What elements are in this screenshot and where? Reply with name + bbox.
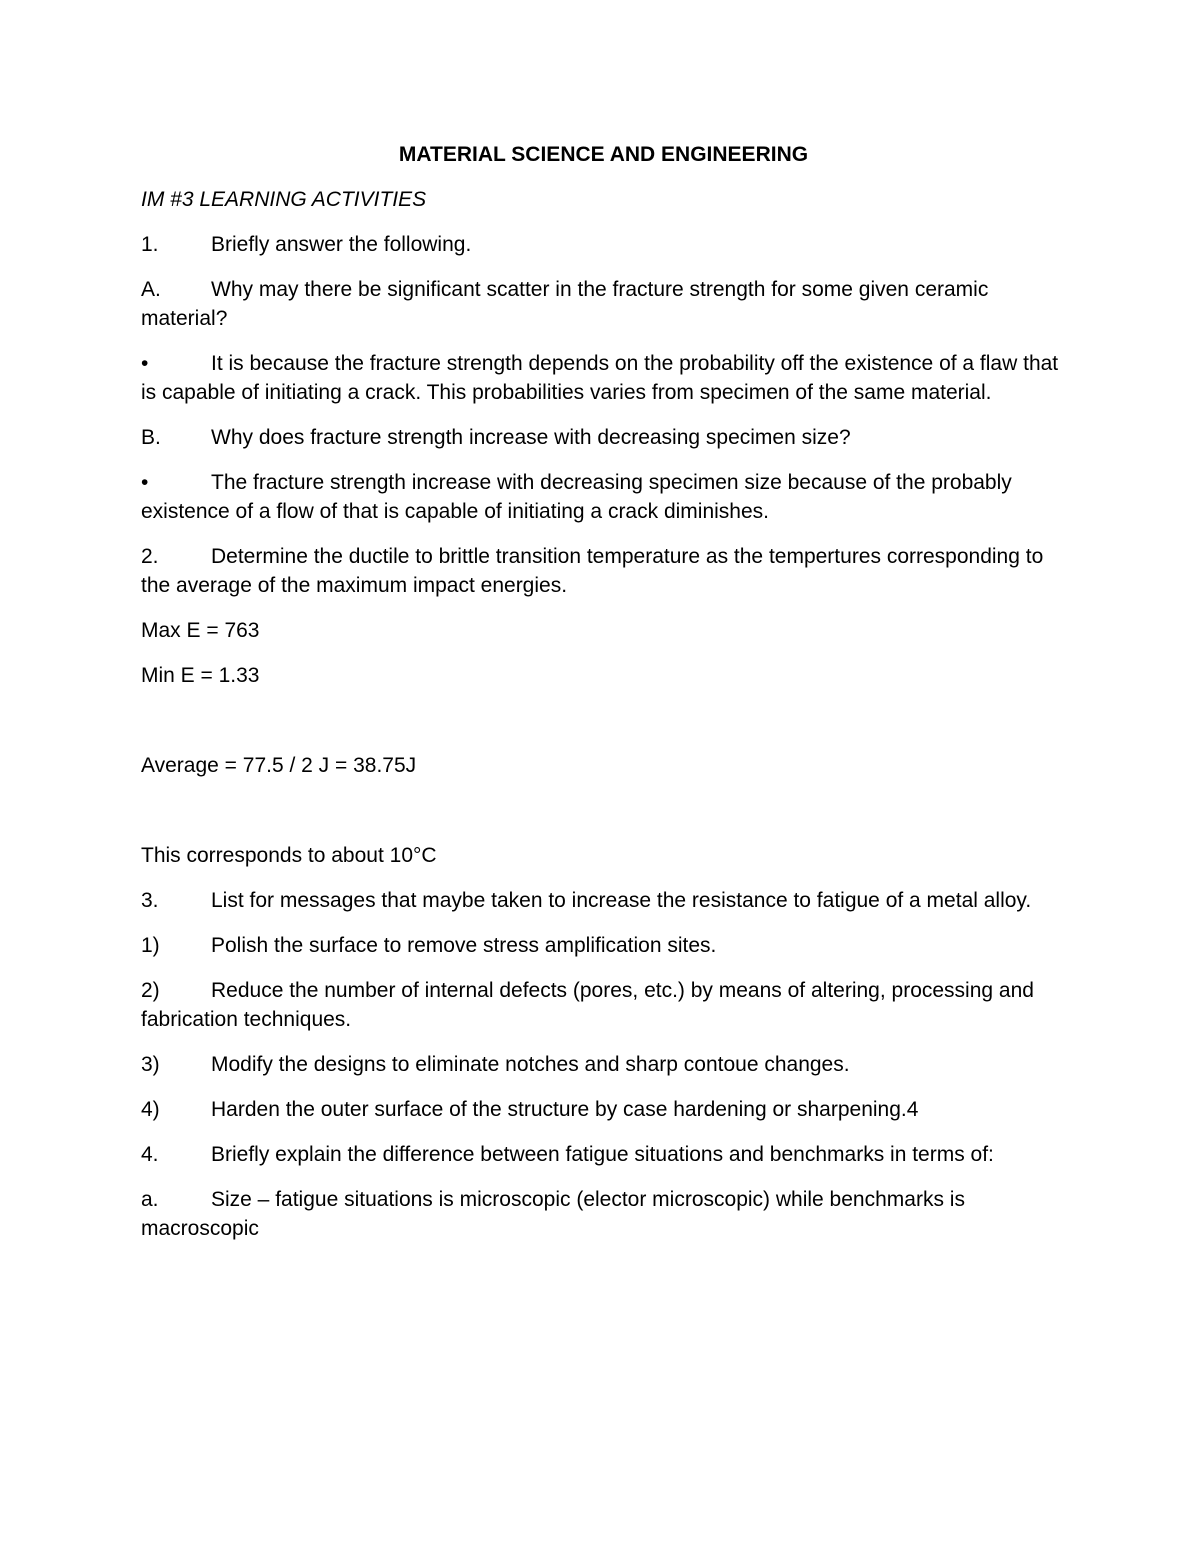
list-item <box>141 886 1066 915</box>
item-text: Briefly explain the difference between fatigue situations and benchmarks in terms of: <box>211 1143 994 1166</box>
average-line: Average = 77.5 / 2 J = 38.75J <box>141 754 417 777</box>
document-subtitle: IM #3 LEARNING ACTIVITIES <box>141 188 427 211</box>
item-marker: 1. <box>141 233 159 256</box>
item-marker: 1) <box>141 934 160 957</box>
item-marker: 2. <box>141 545 159 568</box>
bullet-marker: • <box>141 352 149 375</box>
item-marker: 4. <box>141 1143 159 1166</box>
spacer <box>141 796 1066 841</box>
item-text: Polish the surface to remove stress amplification sites. <box>211 934 717 957</box>
list-item <box>141 1140 1066 1169</box>
document-page <box>141 140 1066 1259</box>
list-item <box>141 230 1066 259</box>
list-item <box>141 976 1066 1034</box>
item-text: Briefly answer the following. <box>211 233 472 256</box>
item-text: Reduce the number of internal defects (pores, etc.) by means of altering, processing and fabrication techniques. <box>141 979 1034 1031</box>
list-item <box>141 542 1066 600</box>
item-text: Why may there be significant scatter in the fracture strength for some given ceramic material? <box>141 278 989 330</box>
list-item <box>141 1050 1066 1079</box>
item-text: Why does fracture strength increase with decreasing specimen size? <box>211 426 851 449</box>
item-text: The fracture strength increase with decreasing specimen size because of the probably existence of a flow of that is capable of initiating a crack diminishes. <box>141 471 1012 523</box>
item-text: List for messages that maybe taken to increase the resistance to fatigue of a metal alloy. <box>211 889 1032 912</box>
min-energy-line: Min E = 1.33 <box>141 664 260 687</box>
list-item <box>141 468 1066 526</box>
item-marker: 4) <box>141 1098 160 1121</box>
item-text: It is because the fracture strength depends on the probability off the existence of a flaw that is capable of initiating a crack. This probabilities varies from specimen of the same material. <box>141 352 1059 404</box>
max-energy-line: Max E = 763 <box>141 619 260 642</box>
corresponds-line: This corresponds to about 10°C <box>141 844 437 867</box>
list-item <box>141 931 1066 960</box>
item-marker: 2) <box>141 979 160 1002</box>
bullet-marker: • <box>141 471 149 494</box>
list-item <box>141 423 1066 452</box>
item-marker: a. <box>141 1188 159 1211</box>
list-item <box>141 275 1066 333</box>
spacer <box>141 706 1066 751</box>
list-item <box>141 1095 1066 1124</box>
document-title: MATERIAL SCIENCE AND ENGINEERING <box>398 143 809 166</box>
item-marker: B. <box>141 426 161 449</box>
item-marker: A. <box>141 278 161 301</box>
list-item <box>141 349 1066 407</box>
item-marker: 3) <box>141 1053 160 1076</box>
item-text: Harden the outer surface of the structure by case hardening or sharpening.4 <box>211 1098 919 1121</box>
item-marker: 3. <box>141 889 159 912</box>
item-text: Size – fatigue situations is microscopic (elector microscopic) while benchmarks is macroscopic <box>141 1188 965 1240</box>
list-item <box>141 1185 1066 1243</box>
item-text: Modify the designs to eliminate notches and sharp contoue changes. <box>211 1053 850 1076</box>
item-text: Determine the ductile to brittle transition temperature as the tempertures corresponding to the average of the maximum impact energies. <box>141 545 1044 597</box>
